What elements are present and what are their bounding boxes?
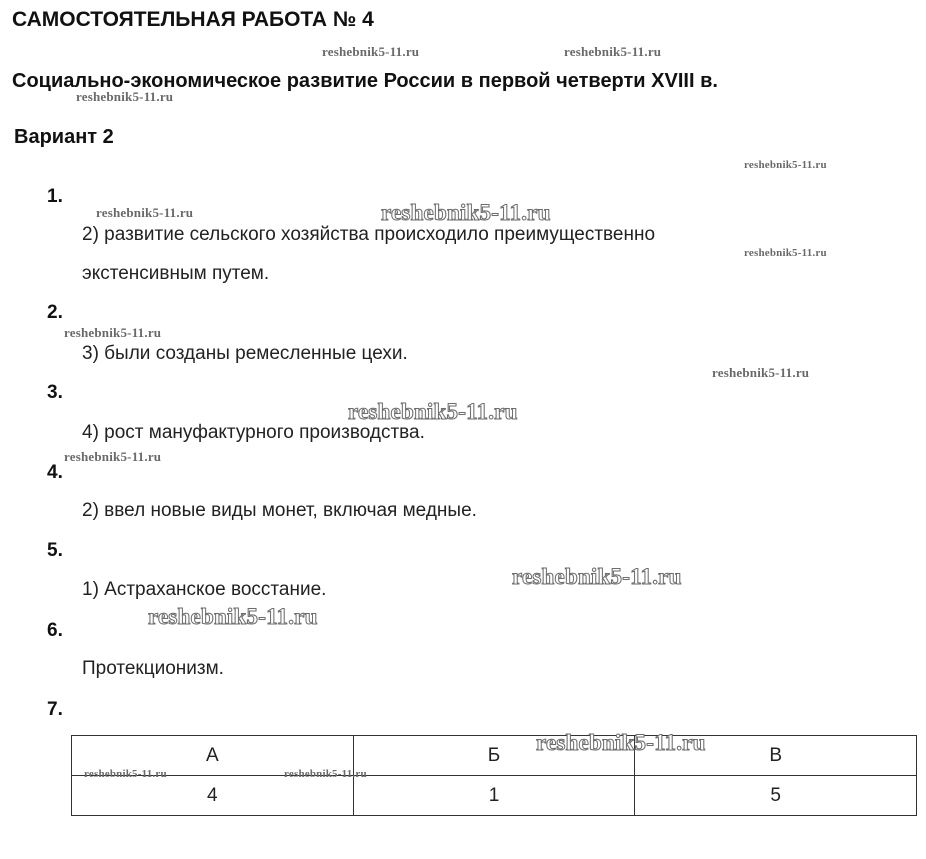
watermark: reshebnik5-11.ru <box>64 449 162 464</box>
table-cell: 1 <box>353 776 635 816</box>
table-header-cell: В <box>635 736 917 776</box>
question-number: 5. <box>47 540 63 561</box>
table-header-row <box>72 736 917 776</box>
answer-text: 2) ввел новые виды монет, включая медные. <box>82 500 477 521</box>
watermark: reshebnik5-11.ru <box>84 768 167 780</box>
answer-table <box>71 735 917 816</box>
table-cell: 4 <box>72 776 354 816</box>
answer-text: 1) Астраханское восстание. <box>82 579 327 600</box>
watermark: reshebnik5-11.ru <box>96 205 194 220</box>
watermark: reshebnik5-11.ru <box>712 365 810 380</box>
watermark: reshebnik5-11.ru <box>744 159 827 171</box>
table-row <box>72 776 917 816</box>
question-number: 3. <box>47 382 63 403</box>
page-title: САМОСТОЯТЕЛЬНАЯ РАБОТА № 4 <box>12 8 374 31</box>
watermark: reshebnik5-11.ru <box>348 399 518 424</box>
watermark: reshebnik5-11.ru <box>744 247 827 259</box>
table-cell: 5 <box>635 776 917 816</box>
question-number: 2. <box>47 302 63 323</box>
watermark: reshebnik5-11.ru <box>322 44 420 59</box>
watermark: reshebnik5-11.ru <box>564 44 662 59</box>
watermark: reshebnik5-11.ru <box>76 89 174 104</box>
question-number: 4. <box>47 462 63 483</box>
answer-text: 2) развитие сельского хозяйства происходило преимущественно <box>82 224 656 245</box>
table-header-cell: Б <box>353 736 635 776</box>
question-number: 7. <box>47 699 63 720</box>
watermark: reshebnik5-11.ru <box>64 325 162 340</box>
question-number: 6. <box>47 620 63 641</box>
watermark: reshebnik5-11.ru <box>536 730 706 755</box>
watermark: reshebnik5-11.ru <box>381 200 551 225</box>
page-subtitle: Социально-экономическое развитие России в первой четверти XVIII в. <box>12 70 718 92</box>
answer-text: экстенсивным путем. <box>82 263 270 284</box>
question-number: 1. <box>47 186 63 207</box>
table-header-cell: А <box>72 736 354 776</box>
answer-text: Протекционизм. <box>82 658 224 679</box>
answer-text: 3) были созданы ремесленные цехи. <box>82 343 408 364</box>
watermark: reshebnik5-11.ru <box>284 768 367 780</box>
watermark: reshebnik5-11.ru <box>512 564 682 589</box>
variant-heading: Вариант 2 <box>14 126 114 148</box>
watermark: reshebnik5-11.ru <box>148 604 318 629</box>
answer-text: 4) рост мануфактурного производства. <box>82 422 425 443</box>
